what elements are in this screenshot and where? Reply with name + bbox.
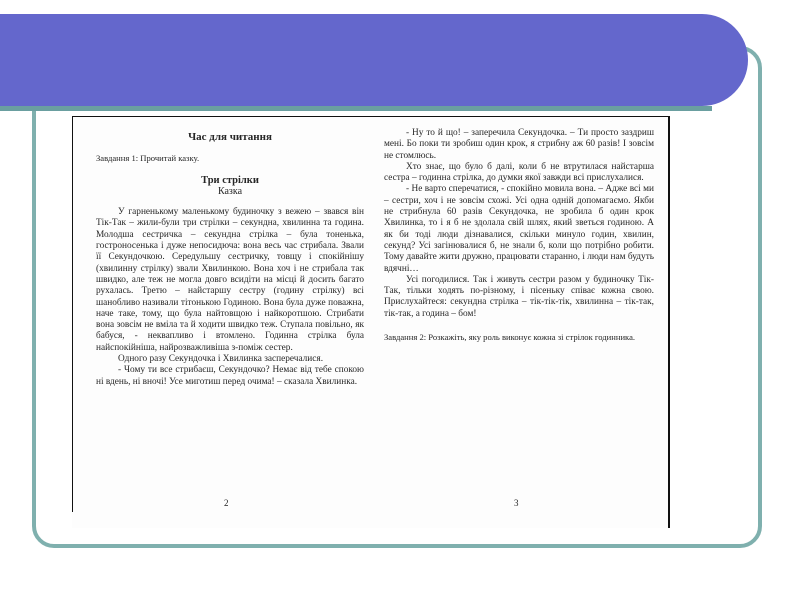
story-paragraph: Хто знає, що було б далі, коли б не втрутилася найстарша сестра – годинна стрілка, до думки якої завжди всі прислухалися.	[384, 161, 654, 184]
story-subtitle: Казка	[217, 185, 243, 197]
story-paragraph: Усі погодилися. Так і живуть сестри разом у будиночку Тік-Так, тільки ходять по-різному, і пісеньку співає кожна свою. Прислухайтеся: секундна стрілка – тік-тік-тік, хвилинна – тік-так, тік-так, а година – бом!	[384, 274, 654, 319]
story-title: Три стрілки	[201, 174, 259, 186]
left-page	[96, 128, 364, 388]
story-paragraph: - Не варто сперечатися, - спокійно мовила вона. – Адже всі ми – сестри, хоч і не зовсім схожі. Усі одна одній допомагаємо. Якби не стрибнула 60 разів Секундочка, не зробила б один крок Хвилинка, то і я б не здолала свій шлях, який зветься годиною. А як би тоді люди дізнавалися, скільки минуло годин, хвилин, секунд? Усі загінювалися б, не знали б, коли що потрібно робити. Тому давайте жити дружно, працювати старанно, і люди нам будуть вдячні…	[384, 184, 654, 274]
top-border-line	[72, 116, 670, 117]
right-border-line	[668, 116, 670, 528]
page-number-right: 3	[514, 498, 519, 508]
story-paragraph: - Ну то й що! – заперечила Секундочка. – Ти просто заздриш мені. Бо поки ти зробиш один крок, я стрибну аж 60 разів! І зовсім не стомлюсь.	[384, 128, 654, 161]
task-2: Завдання 2: Розкажіть, яку роль виконує кожна зі стрілок годинника.	[384, 332, 636, 343]
story-paragraph: Одного разу Секундочка і Хвилинка засперечалися.	[118, 354, 324, 365]
story-paragraph: - Чому ти все стрибаєш, Секундочко? Немає від тебе спокою ні вдень, ні вночі! Усе миготиш перед очима! – сказала Хвилинка.	[96, 365, 364, 387]
right-page	[384, 128, 654, 343]
page-number-left: 2	[224, 498, 229, 508]
task-1: Завдання 1: Прочитай казку.	[96, 153, 200, 164]
scanned-document	[72, 116, 670, 528]
title-banner	[0, 14, 748, 106]
story-paragraph: У гарненькому маленькому будиночку з вежею – звався він Тік-Так – жили-були три стрілки – секундна, хвилинна та година. Молодша сестричка – секундна стрілка – була тоненька, гостроносенька і дуже непосидюча: вона весь час стрибала. Звали її Секундочкою. Середульшу сестричку, товщу і спокійнішу (хвилинну стрілку) звали Хвилинкою. Вона хоч і не стрибала так швидко, але теж не могла довго всидіти на місці й досить багато рухалась. Третю – найстаршу сестру (годину стрілку) всі шанобливо називали тітонькою Годиною. Вона була дуже поважна, наче таке, тому, що була найтовщою і найкоротшою. Стрибати вона зовсім не вміла та й ходити швидко теж. Ступала повільно, як бабуся, - неквапливо і втомлено. Годинна стрілка була найспокійніша, найрозважливіша з-поміж сестер.	[96, 207, 364, 353]
left-border-line	[72, 116, 73, 512]
banner-underline	[0, 106, 712, 111]
page-title: Час для читання	[188, 131, 272, 143]
